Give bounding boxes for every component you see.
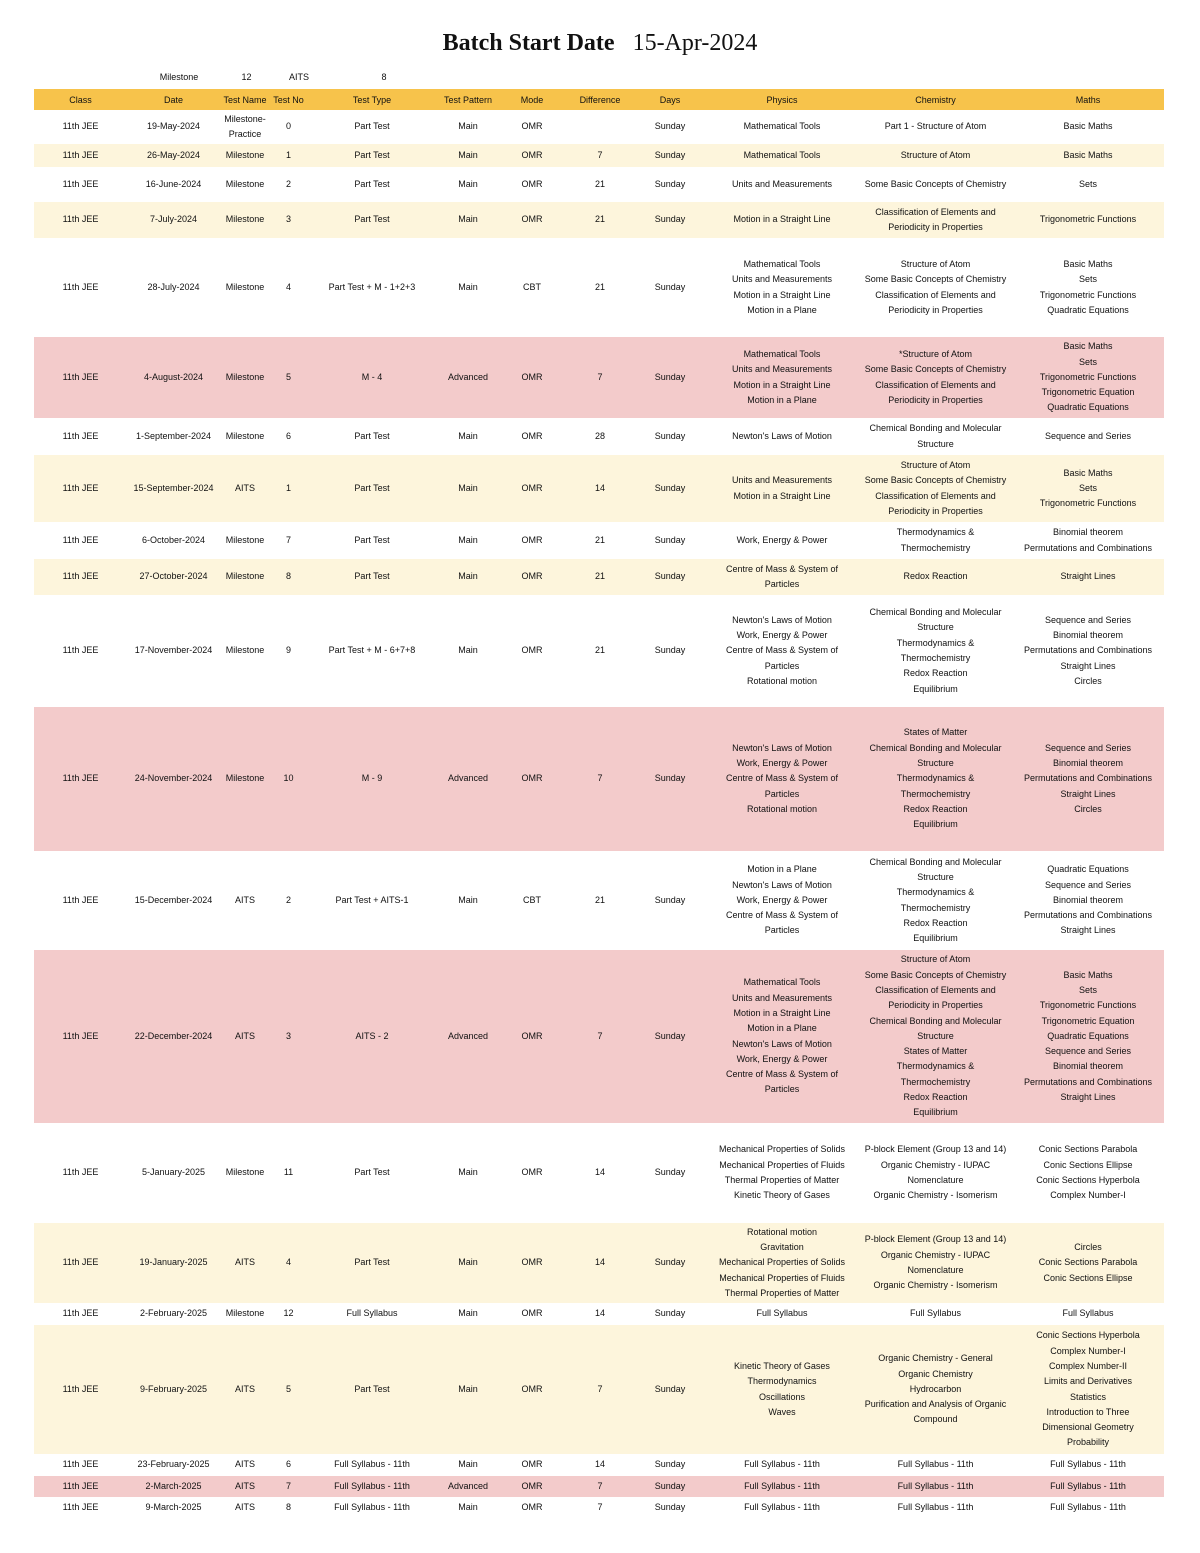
cell-class: 11th JEE — [34, 559, 127, 595]
cell-days: Sunday — [635, 1223, 705, 1303]
cell-date: 28-July-2024 — [127, 238, 220, 337]
cell-difference — [565, 110, 635, 144]
table-row — [34, 1223, 1164, 1303]
cell-chemistry: Chemical Bonding and Molecular Structure Thermodynamics & Thermochemistry Redox Reaction Equilibrium — [859, 595, 1012, 707]
cell-difference: 21 — [565, 851, 635, 950]
cell-physics: Mathematical Tools — [705, 110, 859, 144]
cell-test-pattern: Main — [437, 144, 499, 167]
cell-class: 11th JEE — [34, 950, 127, 1123]
cell-test-no: 3 — [270, 202, 307, 238]
cell-test-type: Full Syllabus - 11th — [307, 1476, 437, 1497]
cell-days: Sunday — [635, 1325, 705, 1454]
cell-difference: 7 — [565, 1325, 635, 1454]
cell-test-type: Part Test + AITS-1 — [307, 851, 437, 950]
cell-test-no: 8 — [270, 559, 307, 595]
cell-test-pattern: Main — [437, 455, 499, 522]
cell-physics: Newton's Laws of Motion Work, Energy & Power Centre of Mass & System of Particles Rotational motion — [705, 707, 859, 851]
cell-maths: Basic Maths Sets Trigonometric Functions Quadratic Equations — [1012, 238, 1164, 337]
column-header-difference: Difference — [565, 89, 635, 110]
cell-test-type: Part Test — [307, 110, 437, 144]
cell-mode: OMR — [499, 559, 565, 595]
column-header-test-pattern: Test Pattern — [437, 89, 499, 110]
cell-days: Sunday — [635, 707, 705, 851]
cell-mode: OMR — [499, 950, 565, 1123]
cell-physics: Mathematical Tools Units and Measurements Motion in a Straight Line Motion in a Plane — [705, 337, 859, 418]
table-row — [34, 559, 1164, 595]
cell-test-pattern: Main — [437, 238, 499, 337]
cell-test-pattern: Main — [437, 167, 499, 202]
cell-difference: 7 — [565, 707, 635, 851]
cell-maths: Straight Lines — [1012, 559, 1164, 595]
column-header-mode: Mode — [499, 89, 565, 110]
table-row — [34, 110, 1164, 144]
cell-date: 19-May-2024 — [127, 110, 220, 144]
cell-maths: Sequence and Series Binomial theorem Permutations and Combinations Straight Lines Circles — [1012, 707, 1164, 851]
cell-chemistry: Some Basic Concepts of Chemistry — [859, 167, 1012, 202]
cell-class: 11th JEE — [34, 851, 127, 950]
cell-test-type: AITS - 2 — [307, 950, 437, 1123]
cell-mode: OMR — [499, 418, 565, 455]
cell-days: Sunday — [635, 950, 705, 1123]
cell-mode: OMR — [499, 337, 565, 418]
cell-class: 11th JEE — [34, 1223, 127, 1303]
cell-test-pattern: Main — [437, 559, 499, 595]
cell-test-name: Milestone — [220, 1303, 270, 1325]
cell-test-pattern: Main — [437, 1303, 499, 1325]
column-header-test-no: Test No — [270, 89, 307, 110]
column-header-date: Date — [127, 89, 220, 110]
cell-chemistry: Part 1 - Structure of Atom — [859, 110, 1012, 144]
cell-date: 2-February-2025 — [127, 1303, 220, 1325]
cell-chemistry: Chemical Bonding and Molecular Structure Thermodynamics & Thermochemistry Redox Reaction Equilibrium — [859, 851, 1012, 950]
cell-test-name: Milestone — [220, 418, 270, 455]
cell-maths: Basic Maths Sets Trigonometric Functions Trigonometric Equation Quadratic Equations Sequence and Series Binomial theorem Permutations and Combinations Straight Lines — [1012, 950, 1164, 1123]
cell-mode: OMR — [499, 522, 565, 559]
cell-test-pattern: Main — [437, 110, 499, 144]
table-row — [34, 1454, 1164, 1476]
cell-days: Sunday — [635, 110, 705, 144]
cell-test-type: Part Test — [307, 167, 437, 202]
column-header-test-name: Test Name — [220, 89, 270, 110]
cell-date: 4-August-2024 — [127, 337, 220, 418]
cell-mode: OMR — [499, 1497, 565, 1518]
cell-test-no: 11 — [270, 1123, 307, 1223]
cell-class: 11th JEE — [34, 1476, 127, 1497]
cell-test-no: 3 — [270, 950, 307, 1123]
cell-test-name: AITS — [220, 1476, 270, 1497]
cell-maths: Basic Maths — [1012, 110, 1164, 144]
cell-chemistry: Thermodynamics & Thermochemistry — [859, 522, 1012, 559]
cell-chemistry: Full Syllabus - 11th — [859, 1476, 1012, 1497]
cell-physics: Mathematical Tools Units and Measurements Motion in a Straight Line Motion in a Plane — [705, 238, 859, 337]
milestone-label: Milestone — [159, 72, 199, 82]
cell-class: 11th JEE — [34, 110, 127, 144]
cell-days: Sunday — [635, 337, 705, 418]
cell-date: 19-January-2025 — [127, 1223, 220, 1303]
table-row — [34, 337, 1164, 418]
cell-physics: Motion in a Straight Line — [705, 202, 859, 238]
cell-test-type: Part Test — [307, 1223, 437, 1303]
cell-days: Sunday — [635, 1454, 705, 1476]
cell-test-name: Milestone — [220, 707, 270, 851]
cell-mode: CBT — [499, 851, 565, 950]
page-title — [0, 30, 1200, 57]
cell-test-no: 2 — [270, 167, 307, 202]
cell-maths: Conic Sections Parabola Conic Sections Ellipse Conic Sections Hyperbola Complex Number-I — [1012, 1123, 1164, 1223]
cell-mode: OMR — [499, 595, 565, 707]
cell-test-pattern: Main — [437, 522, 499, 559]
cell-days: Sunday — [635, 144, 705, 167]
cell-test-type: Full Syllabus - 11th — [307, 1454, 437, 1476]
table-row — [34, 1123, 1164, 1223]
cell-test-no: 12 — [270, 1303, 307, 1325]
table-row — [34, 1325, 1164, 1454]
cell-mode: OMR — [499, 1223, 565, 1303]
cell-chemistry: Structure of Atom Some Basic Concepts of Chemistry Classification of Elements and Periodicity in Properties Chemical Bonding and Molecular Structure States of Matter Thermodynamics & Thermochemistry Redox Reaction Equilibrium — [859, 950, 1012, 1123]
cell-maths: Binomial theorem Permutations and Combinations — [1012, 522, 1164, 559]
cell-test-no: 9 — [270, 595, 307, 707]
cell-maths: Basic Maths Sets Trigonometric Functions Trigonometric Equation Quadratic Equations — [1012, 337, 1164, 418]
cell-class: 11th JEE — [34, 522, 127, 559]
cell-test-pattern: Main — [437, 202, 499, 238]
cell-date: 17-November-2024 — [127, 595, 220, 707]
table-row — [34, 1497, 1164, 1518]
aits-label: AITS — [288, 72, 309, 82]
table-row — [34, 1476, 1164, 1497]
cell-physics: Mathematical Tools — [705, 144, 859, 167]
cell-mode: OMR — [499, 167, 565, 202]
batch-start-label: Batch Start Date — [442, 30, 615, 56]
cell-class: 11th JEE — [34, 1325, 127, 1454]
cell-difference: 14 — [565, 455, 635, 522]
cell-test-name: AITS — [220, 1454, 270, 1476]
cell-date: 26-May-2024 — [127, 144, 220, 167]
cell-test-type: Part Test — [307, 418, 437, 455]
cell-maths: Full Syllabus - 11th — [1012, 1476, 1164, 1497]
cell-date: 24-November-2024 — [127, 707, 220, 851]
cell-class: 11th JEE — [34, 1123, 127, 1223]
cell-test-name: AITS — [220, 950, 270, 1123]
cell-physics: Full Syllabus — [705, 1303, 859, 1325]
cell-difference: 14 — [565, 1223, 635, 1303]
cell-difference: 14 — [565, 1303, 635, 1325]
cell-chemistry: Classification of Elements and Periodicity in Properties — [859, 202, 1012, 238]
cell-physics: Newton's Laws of Motion Work, Energy & Power Centre of Mass & System of Particles Rotational motion — [705, 595, 859, 707]
table-row — [34, 418, 1164, 455]
cell-mode: OMR — [499, 1476, 565, 1497]
cell-test-name: AITS — [220, 1497, 270, 1518]
table-row — [34, 202, 1164, 238]
table-row — [34, 595, 1164, 707]
cell-date: 15-December-2024 — [127, 851, 220, 950]
table-row — [34, 238, 1164, 337]
cell-class: 11th JEE — [34, 707, 127, 851]
cell-maths: Sequence and Series — [1012, 418, 1164, 455]
cell-class: 11th JEE — [34, 144, 127, 167]
cell-test-pattern: Main — [437, 1223, 499, 1303]
cell-days: Sunday — [635, 1497, 705, 1518]
cell-date: 27-October-2024 — [127, 559, 220, 595]
cell-maths: Sequence and Series Binomial theorem Permutations and Combinations Straight Lines Circles — [1012, 595, 1164, 707]
cell-test-type: M - 9 — [307, 707, 437, 851]
cell-class: 11th JEE — [34, 337, 127, 418]
cell-physics: Centre of Mass & System of Particles — [705, 559, 859, 595]
cell-mode: OMR — [499, 1303, 565, 1325]
cell-chemistry: Structure of Atom Some Basic Concepts of Chemistry Classification of Elements and Periodicity in Properties — [859, 238, 1012, 337]
cell-test-type: Part Test — [307, 559, 437, 595]
cell-test-type: Part Test — [307, 1325, 437, 1454]
cell-maths: Sets — [1012, 167, 1164, 202]
table-row — [34, 455, 1164, 522]
cell-test-type: M - 4 — [307, 337, 437, 418]
cell-test-name: Milestone — [220, 202, 270, 238]
cell-test-no: 7 — [270, 522, 307, 559]
cell-physics: Work, Energy & Power — [705, 522, 859, 559]
cell-test-pattern: Advanced — [437, 707, 499, 851]
cell-difference: 21 — [565, 559, 635, 595]
cell-date: 1-September-2024 — [127, 418, 220, 455]
cell-test-name: Milestone — [220, 559, 270, 595]
cell-days: Sunday — [635, 595, 705, 707]
cell-chemistry: Organic Chemistry - General Organic Chemistry Hydrocarbon Purification and Analysis of Organic Compound — [859, 1325, 1012, 1454]
cell-test-no: 7 — [270, 1476, 307, 1497]
cell-date: 6-October-2024 — [127, 522, 220, 559]
cell-maths: Trigonometric Functions — [1012, 202, 1164, 238]
cell-test-no: 5 — [270, 1325, 307, 1454]
cell-date: 5-January-2025 — [127, 1123, 220, 1223]
cell-test-type: Part Test + M - 1+2+3 — [307, 238, 437, 337]
cell-chemistry: Redox Reaction — [859, 559, 1012, 595]
column-header-test-type: Test Type — [307, 89, 437, 110]
cell-test-type: Part Test — [307, 522, 437, 559]
column-header-days: Days — [635, 89, 705, 110]
cell-date: 9-February-2025 — [127, 1325, 220, 1454]
cell-difference: 7 — [565, 1497, 635, 1518]
cell-test-pattern: Advanced — [437, 1476, 499, 1497]
cell-test-pattern: Advanced — [437, 337, 499, 418]
cell-mode: OMR — [499, 1454, 565, 1476]
cell-days: Sunday — [635, 1303, 705, 1325]
cell-class: 11th JEE — [34, 1303, 127, 1325]
cell-chemistry: Full Syllabus - 11th — [859, 1454, 1012, 1476]
cell-test-pattern: Main — [437, 595, 499, 707]
cell-date: 23-February-2025 — [127, 1454, 220, 1476]
table-row — [34, 851, 1164, 950]
cell-physics: Rotational motion Gravitation Mechanical Properties of Solids Mechanical Properties of Fluids Thermal Properties of Matter — [705, 1223, 859, 1303]
cell-chemistry: *Structure of Atom Some Basic Concepts of Chemistry Classification of Elements and Periodicity in Properties — [859, 337, 1012, 418]
cell-chemistry: P-block Element (Group 13 and 14) Organic Chemistry - IUPAC Nomenclature Organic Chemistry - Isomerism — [859, 1223, 1012, 1303]
cell-test-no: 1 — [270, 455, 307, 522]
cell-difference: 7 — [565, 1476, 635, 1497]
cell-test-name: Milestone — [220, 144, 270, 167]
cell-days: Sunday — [635, 522, 705, 559]
cell-maths: Basic Maths — [1012, 144, 1164, 167]
cell-chemistry: Structure of Atom Some Basic Concepts of Chemistry Classification of Elements and Periodicity in Properties — [859, 455, 1012, 522]
cell-test-no: 8 — [270, 1497, 307, 1518]
cell-test-no: 2 — [270, 851, 307, 950]
cell-maths: Full Syllabus — [1012, 1303, 1164, 1325]
cell-mode: OMR — [499, 144, 565, 167]
cell-test-pattern: Advanced — [437, 950, 499, 1123]
cell-difference: 7 — [565, 337, 635, 418]
cell-mode: OMR — [499, 707, 565, 851]
batch-start-date: 15-Apr-2024 — [632, 30, 758, 56]
cell-physics: Full Syllabus - 11th — [705, 1454, 859, 1476]
cell-physics: Units and Measurements — [705, 167, 859, 202]
cell-difference: 7 — [565, 144, 635, 167]
cell-test-no: 4 — [270, 1223, 307, 1303]
cell-days: Sunday — [635, 1476, 705, 1497]
cell-date: 15-September-2024 — [127, 455, 220, 522]
cell-test-pattern: Main — [437, 418, 499, 455]
table-row — [34, 707, 1164, 851]
cell-test-name: Milestone — [220, 595, 270, 707]
cell-maths: Circles Conic Sections Parabola Conic Sections Ellipse — [1012, 1223, 1164, 1303]
test-count-summary — [34, 72, 1164, 86]
cell-days: Sunday — [635, 238, 705, 337]
cell-test-no: 0 — [270, 110, 307, 144]
cell-test-name: AITS — [220, 455, 270, 522]
cell-test-pattern: Main — [437, 1454, 499, 1476]
cell-test-name: Milestone — [220, 1123, 270, 1223]
cell-test-type: Full Syllabus — [307, 1303, 437, 1325]
cell-physics: Newton's Laws of Motion — [705, 418, 859, 455]
cell-test-no: 6 — [270, 1454, 307, 1476]
cell-physics: Kinetic Theory of Gases Thermodynamics Oscillations Waves — [705, 1325, 859, 1454]
cell-test-name: AITS — [220, 1325, 270, 1454]
cell-chemistry: Structure of Atom — [859, 144, 1012, 167]
cell-maths: Basic Maths Sets Trigonometric Functions — [1012, 455, 1164, 522]
cell-physics: Units and Measurements Motion in a Straight Line — [705, 455, 859, 522]
cell-difference: 21 — [565, 238, 635, 337]
cell-test-name: Milestone — [220, 337, 270, 418]
cell-class: 11th JEE — [34, 167, 127, 202]
cell-test-no: 5 — [270, 337, 307, 418]
cell-mode: OMR — [499, 110, 565, 144]
cell-difference: 14 — [565, 1123, 635, 1223]
cell-difference: 21 — [565, 595, 635, 707]
cell-test-type: Part Test — [307, 1123, 437, 1223]
cell-physics: Full Syllabus - 11th — [705, 1497, 859, 1518]
cell-difference: 7 — [565, 950, 635, 1123]
aits-count: 8 — [381, 72, 387, 82]
cell-test-name: Milestone — [220, 167, 270, 202]
cell-days: Sunday — [635, 851, 705, 950]
table-row — [34, 144, 1164, 167]
table-row — [34, 1303, 1164, 1325]
column-header-class: Class — [34, 89, 127, 110]
column-header-chemistry: Chemistry — [859, 89, 1012, 110]
cell-physics: Mathematical Tools Units and Measurements Motion in a Straight Line Motion in a Plane Newton's Laws of Motion Work, Energy & Power Centre of Mass & System of Particles — [705, 950, 859, 1123]
cell-test-pattern: Main — [437, 1325, 499, 1454]
cell-date: 2-March-2025 — [127, 1476, 220, 1497]
cell-class: 11th JEE — [34, 238, 127, 337]
cell-mode: OMR — [499, 1123, 565, 1223]
table-body — [34, 110, 1164, 1518]
cell-physics: Full Syllabus - 11th — [705, 1476, 859, 1497]
milestone-count: 12 — [241, 72, 252, 82]
cell-physics: Mechanical Properties of Solids Mechanical Properties of Fluids Thermal Properties of Matter Kinetic Theory of Gases — [705, 1123, 859, 1223]
cell-test-type: Part Test + M - 6+7+8 — [307, 595, 437, 707]
cell-test-pattern: Main — [437, 1497, 499, 1518]
cell-chemistry: States of Matter Chemical Bonding and Molecular Structure Thermodynamics & Thermochemistry Redox Reaction Equilibrium — [859, 707, 1012, 851]
cell-class: 11th JEE — [34, 455, 127, 522]
cell-date: 16-June-2024 — [127, 167, 220, 202]
cell-date: 7-July-2024 — [127, 202, 220, 238]
cell-test-no: 6 — [270, 418, 307, 455]
cell-days: Sunday — [635, 455, 705, 522]
cell-maths: Full Syllabus - 11th — [1012, 1497, 1164, 1518]
cell-physics: Motion in a Plane Newton's Laws of Motion Work, Energy & Power Centre of Mass & System of Particles — [705, 851, 859, 950]
cell-days: Sunday — [635, 559, 705, 595]
table-header-row — [34, 89, 1164, 110]
cell-test-name: AITS — [220, 1223, 270, 1303]
cell-mode: OMR — [499, 202, 565, 238]
cell-mode: CBT — [499, 238, 565, 337]
cell-difference: 28 — [565, 418, 635, 455]
cell-class: 11th JEE — [34, 1454, 127, 1476]
cell-test-type: Part Test — [307, 202, 437, 238]
column-header-maths: Maths — [1012, 89, 1164, 110]
column-header-physics: Physics — [705, 89, 859, 110]
cell-test-pattern: Main — [437, 851, 499, 950]
cell-days: Sunday — [635, 167, 705, 202]
cell-class: 11th JEE — [34, 595, 127, 707]
cell-test-no: 10 — [270, 707, 307, 851]
cell-chemistry: Chemical Bonding and Molecular Structure — [859, 418, 1012, 455]
cell-mode: OMR — [499, 1325, 565, 1454]
cell-test-no: 4 — [270, 238, 307, 337]
cell-test-no: 1 — [270, 144, 307, 167]
cell-test-name: AITS — [220, 851, 270, 950]
cell-maths: Full Syllabus - 11th — [1012, 1454, 1164, 1476]
cell-class: 11th JEE — [34, 1497, 127, 1518]
cell-test-name: Milestone — [220, 238, 270, 337]
test-schedule-table — [34, 89, 1164, 1518]
table-row — [34, 522, 1164, 559]
cell-test-type: Part Test — [307, 455, 437, 522]
cell-test-name: Milestone — [220, 522, 270, 559]
cell-days: Sunday — [635, 418, 705, 455]
cell-class: 11th JEE — [34, 418, 127, 455]
cell-chemistry: Full Syllabus - 11th — [859, 1497, 1012, 1518]
cell-difference: 21 — [565, 167, 635, 202]
cell-days: Sunday — [635, 202, 705, 238]
cell-maths: Quadratic Equations Sequence and Series Binomial theorem Permutations and Combinations Straight Lines — [1012, 851, 1164, 950]
cell-days: Sunday — [635, 1123, 705, 1223]
cell-test-type: Full Syllabus - 11th — [307, 1497, 437, 1518]
cell-test-pattern: Main — [437, 1123, 499, 1223]
cell-date: 22-December-2024 — [127, 950, 220, 1123]
cell-test-name: Milestone- Practice — [220, 110, 270, 144]
cell-mode: OMR — [499, 455, 565, 522]
cell-difference: 21 — [565, 522, 635, 559]
cell-difference: 14 — [565, 1454, 635, 1476]
cell-maths: Conic Sections Hyperbola Complex Number-I Complex Number-II Limits and Derivatives Statistics Introduction to Three Dimensional Geometry Probability — [1012, 1325, 1164, 1454]
cell-class: 11th JEE — [34, 202, 127, 238]
table-row — [34, 167, 1164, 202]
table-row — [34, 950, 1164, 1123]
cell-difference: 21 — [565, 202, 635, 238]
cell-test-type: Part Test — [307, 144, 437, 167]
cell-chemistry: P-block Element (Group 13 and 14) Organic Chemistry - IUPAC Nomenclature Organic Chemistry - Isomerism — [859, 1123, 1012, 1223]
cell-date: 9-March-2025 — [127, 1497, 220, 1518]
cell-chemistry: Full Syllabus — [859, 1303, 1012, 1325]
